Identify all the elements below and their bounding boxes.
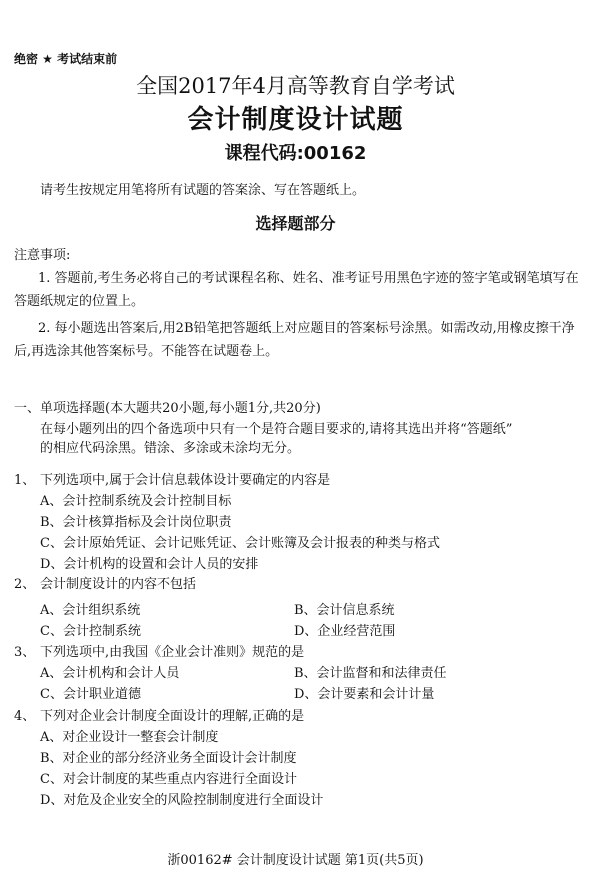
notes-heading: 注意事项: (14, 248, 71, 263)
option-b: B、对企业的部分经济业务全面设计会计制度 (40, 751, 297, 766)
option-d: D、会计机构的设置和会计人员的安排 (40, 557, 259, 572)
option-c: C、会计原始凭证、会计记账凭证、会计账簿及会计报表的种类与格式 (40, 536, 440, 551)
part1-desc-line1: 在每小题列出的四个备选项中只有一个是符合题目要求的,请将其选出并将“答题纸” (40, 422, 513, 437)
exam-session-line: 全国2017年4月高等教育自学考试 (136, 74, 455, 98)
note-item-2: 2. 每小题选出答案后,用2B铅笔把答题纸上对应题目的答案标号涂黑。如需改动,用橡皮擦干净后,再选涂其他答案标号。不能答在试题卷上。 (14, 321, 575, 359)
option-d: D、对危及企业安全的风险控制制度进行全面设计 (40, 793, 324, 808)
question-stem: 下列选项中,由我国《企业会计准则》规范的是 (40, 645, 305, 660)
course-code: 课程代码:00162 (224, 143, 367, 164)
option-d: D、会计要素和会计计量 (294, 687, 435, 702)
question-stem: 会计制度设计的内容不包括 (40, 577, 197, 592)
page-title: 会计制度设计试题 (187, 105, 404, 135)
part1-heading: 一、单项选择题(本大题共20小题,每小题1分,共20分) (14, 401, 321, 416)
option-c: C、会计控制系统 (40, 624, 141, 639)
note-item-1: 1. 答题前,考生务必将自己的考试课程名称、姓名、准考证号用黑色字迹的签字笔或钢笔填写在答题纸规定的位置上。 (14, 271, 579, 309)
option-a: A、会计组织系统 (40, 603, 141, 618)
question-number: 2、 (14, 577, 36, 592)
section-title: 选择题部分 (255, 214, 336, 233)
option-a: A、对企业设计一整套会计制度 (40, 730, 219, 745)
answer-instruction: 请考生按规定用笔将所有试题的答案涂、写在答题纸上。 (40, 183, 366, 198)
confidential-mark: 绝密 ★ 考试结束前 (14, 52, 118, 66)
question-stem: 下列对企业会计制度全面设计的理解,正确的是 (40, 709, 305, 724)
option-a: A、会计控制系统及会计控制目标 (40, 494, 232, 509)
option-b: B、会计核算指标及会计岗位职责 (40, 515, 232, 530)
option-b: B、会计信息系统 (294, 603, 395, 618)
option-c: C、会计职业道德 (40, 687, 141, 702)
page-footer: 浙00162# 会计制度设计试题 第1页(共5页) (167, 853, 424, 868)
part1-desc-line2: 的相应代码涂黑。错涂、多涂或未涂均无分。 (40, 441, 301, 456)
option-d: D、企业经营范围 (294, 624, 396, 639)
question-number: 4、 (14, 709, 36, 724)
question-number: 3、 (14, 645, 36, 660)
question-number: 1、 (14, 473, 36, 488)
option-a: A、会计机构和会计人员 (40, 666, 180, 681)
option-b: B、会计监督和和法律责任 (294, 666, 447, 681)
question-stem: 下列选项中,属于会计信息载体设计要确定的内容是 (40, 473, 331, 488)
option-c: C、对会计制度的某些重点内容进行全面设计 (40, 772, 297, 787)
